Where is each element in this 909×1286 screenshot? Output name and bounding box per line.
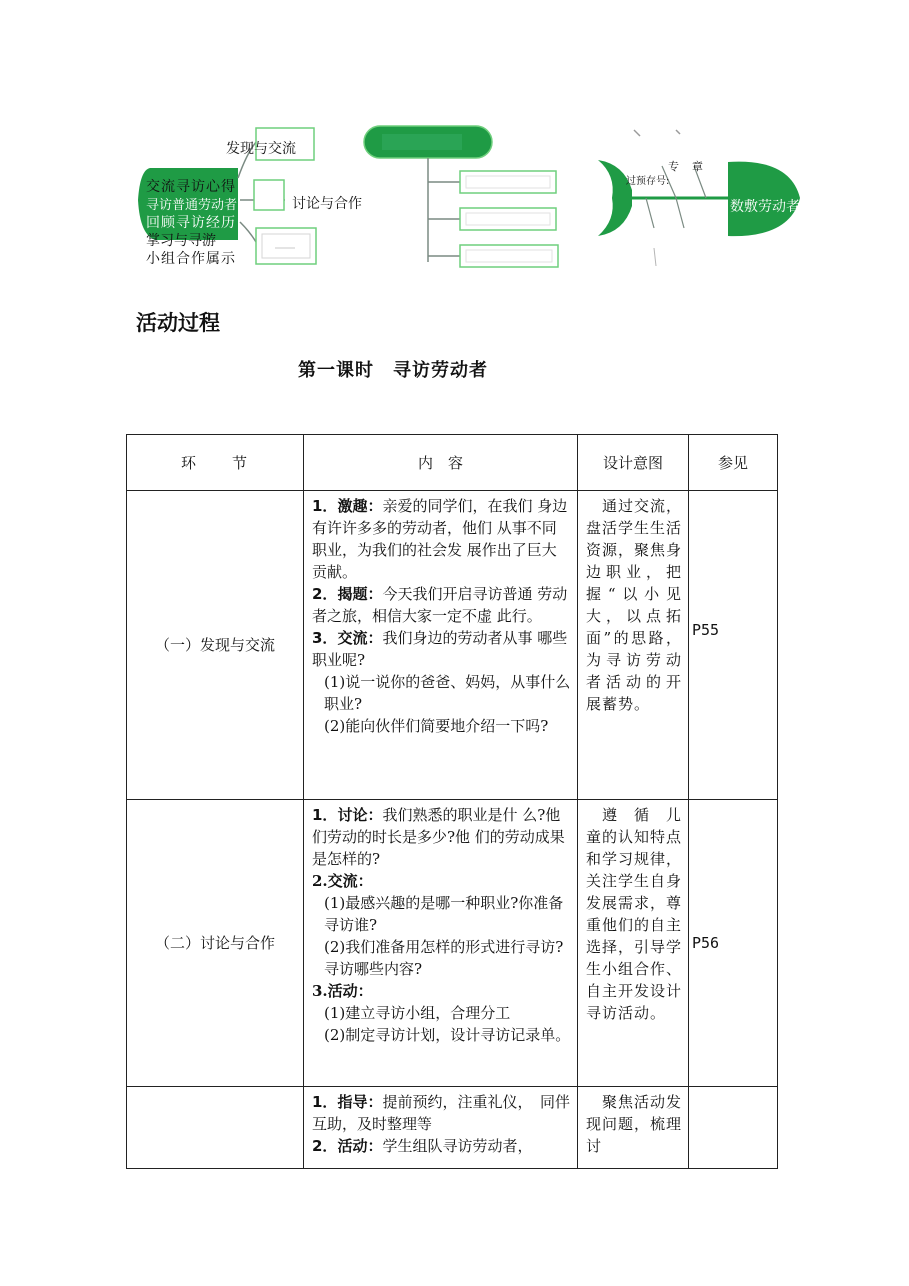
left-node-line-5: 小组合作属示 <box>146 251 236 267</box>
content-heading: 3.活动： <box>312 982 373 1000</box>
branch-label-discover: 发现与交流 <box>226 141 296 157</box>
fish-head-label: 数敷劳动者 <box>730 199 800 215</box>
header-ref: 参见 <box>689 435 778 491</box>
header-intent: 设计意图 <box>578 435 689 491</box>
subtopic-box-2 <box>460 208 556 230</box>
subtopic-box-1 <box>460 171 556 193</box>
content-cell <box>304 1087 578 1169</box>
section-title: 活动过程 <box>136 311 220 335</box>
table-row <box>127 800 778 1087</box>
diagram-shapes <box>0 0 909 290</box>
table-header-row <box>127 435 778 491</box>
content-item: 3．交流：我们身边的劳动者从事 哪些职业呢? <box>312 629 568 669</box>
header-content: 内 容 <box>304 435 578 491</box>
content-subitem: (2)我们准备用怎样的形式进行寻访?寻访哪些内容? <box>324 938 564 978</box>
intent-cell: 遵 循 儿童的认知特点和学习规律，关注学生自身发展需求，尊重他们的自主选择，引导学生小组合作、自主开发设计寻访活动。 <box>578 800 689 1087</box>
mid-branch-box <box>254 180 284 210</box>
branch-label-discuss: 讨论与合作 <box>292 196 362 212</box>
stage-cell <box>127 1087 304 1169</box>
header-stage: 环 节 <box>127 435 304 491</box>
lesson-title: 第一课时 寻访劳动者 <box>298 360 488 381</box>
content-subitem: (1)说一说你的爸爸、妈妈，从事什么职业? <box>324 673 571 713</box>
left-node-line-1: 交流寻访心得 <box>146 179 236 195</box>
left-node-line-3: 回顾寻访经历 <box>146 215 236 231</box>
activity-diagram <box>0 0 909 290</box>
intent-cell: 通过交流，盘活学生生活资源，聚焦身边职业，把握“以小见大，以点拓面”的思路，为寻访劳动 者活动的开 展蓄势。 <box>578 491 689 800</box>
content-cell <box>304 800 578 1087</box>
left-node-line-2: 寻访普通劳动者 <box>146 198 238 213</box>
content-item: 2．活动：学生组队寻访劳动者， <box>312 1137 533 1155</box>
content-item: 1．激趣：亲爱的同学们，在我们 身边有许许多多的劳动者，他们 从事不同职业，为我们的社会发 展作出了巨大贡献。 <box>312 497 568 581</box>
ref-cell: P56 <box>689 800 778 1087</box>
fish-label-3: 过预存号: <box>626 176 670 187</box>
content-item: 1．指导：提前预约，注重礼仪， 同伴互助，及时整理等 <box>312 1093 570 1133</box>
content-heading: 2.交流： <box>312 872 373 890</box>
fish-label-1: 专 <box>668 160 679 173</box>
content-subitem: (1)建立寻访小组，合理分工 <box>324 1004 511 1022</box>
content-item: 1．讨论：我们熟悉的职业是什 么?他们劳动的时长是多少?他 们的劳动成果是怎样的? <box>312 806 565 868</box>
content-subitem: (2)能向伙伴们简要地介绍一下吗? <box>324 717 549 735</box>
intent-cell: 聚焦活动发现问题，梳理讨 <box>578 1087 689 1169</box>
table-row <box>127 491 778 800</box>
subtopic-box-3 <box>460 245 558 267</box>
content-cell <box>304 491 578 800</box>
content-subitem: (2)制定寻访计划，设计寻访记录单。 <box>324 1026 571 1044</box>
left-node-line-4: 掌习与寻游 <box>146 233 216 249</box>
ref-cell: P55 <box>689 491 778 800</box>
lesson-plan-table <box>126 434 778 1169</box>
fish-label-2: 章 <box>692 160 703 173</box>
ref-cell <box>689 1087 778 1169</box>
bottom-branch-box <box>256 228 316 264</box>
stage-cell: （一）发现与交流 <box>127 491 304 800</box>
stage-cell: （二）讨论与合作 <box>127 800 304 1087</box>
table-row <box>127 1087 778 1169</box>
content-item: 2．揭题：今天我们开启寻访普通 劳动者之旅，相信大家一定不虚 此行。 <box>312 585 568 625</box>
content-subitem: (1)最感兴趣的是哪一种职业?你准备寻访谁? <box>324 894 564 934</box>
branch-line-bottom <box>240 222 256 242</box>
